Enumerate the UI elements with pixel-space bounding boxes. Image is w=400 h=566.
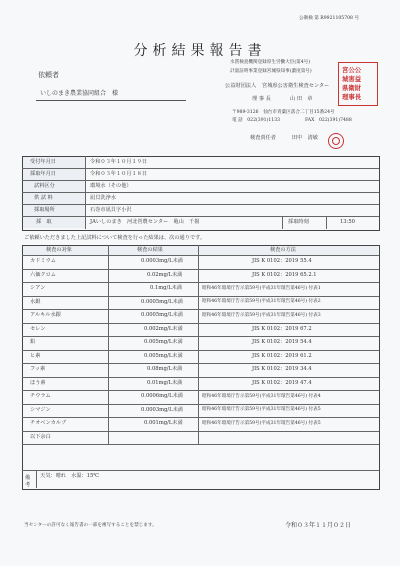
registration-2: 計量証明事業登録宮城県知事(濃度第号) — [230, 69, 312, 74]
result-item: 以下余白 — [30, 433, 51, 440]
inspector-label: 検査責任者 — [250, 135, 276, 141]
sampling-time-value: 13:50 — [340, 219, 355, 225]
result-method: JIS K 0102：2019 34.4 — [252, 366, 312, 372]
result-value: 0.01mg/L未満 — [147, 379, 183, 386]
org-name: 宮城県公害衛生検査センター — [262, 83, 330, 89]
result-method: JIS K 0102：2019 67.2 — [252, 325, 312, 332]
footer-note: 当センターの許可なく報告書の一部を複写することを禁じます。 — [24, 523, 157, 528]
inspector-name: 田中 清敏 — [292, 135, 318, 141]
official-seal-stamp: 宮公公 城害益 県衛財 理事長 — [338, 62, 378, 106]
result-item: ほう素 — [30, 379, 46, 386]
result-value: 0.0005mg/L未満 — [141, 312, 183, 318]
results-header-method: 検査の方法 — [270, 247, 296, 253]
recipient-label: 依頼者 — [38, 71, 59, 79]
document-title: 分析結果報告書 — [133, 43, 267, 59]
result-item: ヒ素 — [30, 352, 41, 359]
result-item: フッ素 — [30, 366, 46, 372]
sampling-time-label: 採取時刻 — [288, 219, 309, 225]
result-method: 昭和46年環境庁告示第59号(平成31年環告第46号) 付表4 — [202, 393, 321, 399]
sample-label: 受付年月日 — [30, 159, 56, 165]
issuer-fax: FAX 022(391)7488 — [305, 118, 352, 123]
issuer-address: 〒989-3126 仙台市青葉区落合二丁目15番24号 — [232, 110, 335, 115]
result-item: セレン — [30, 325, 46, 332]
recipient-underline — [36, 100, 186, 101]
registration-1: 水質検査機関登録厚生労働大臣(第4号) — [230, 60, 311, 65]
result-value: 0.0005mg/L未満 — [141, 298, 183, 305]
result-value: 0.0003mg/L未満 — [141, 258, 183, 264]
result-item: カドミウム — [30, 258, 56, 264]
sample-value: 令和０３年１０月１８日 — [90, 171, 148, 177]
sample-label: 供 試 料 — [34, 195, 53, 201]
result-method: JIS K 0102：2019 55.4 — [252, 258, 312, 264]
org-type: 公益財団法人 — [225, 83, 257, 89]
result-value: 0.001mg/L未満 — [144, 420, 183, 426]
result-method: JIS K 0102：2019 47.4 — [252, 379, 312, 386]
document-number: 公衛検 第 R9921105708 号 — [299, 16, 360, 21]
sample-label: 採取年月日 — [30, 171, 56, 177]
sample-label: 採 取 — [36, 219, 52, 225]
intro-text: ご依頼いただきました上記試料について検査を行った結果は、次の通りです。 — [24, 235, 206, 241]
result-value: 0.005mg/L未満 — [144, 339, 183, 345]
result-value: 0.08mg/L未満 — [147, 366, 183, 372]
result-method: JIS K 0102：2019 61.2 — [252, 352, 312, 359]
sample-value: 環境水（その他） — [90, 183, 132, 189]
result-value: 0.005mg/L未満 — [144, 352, 183, 359]
result-method: 昭和46年環境庁告示第59号(平成31年環告第46号) 付表1 — [202, 285, 321, 291]
recipient-name: いしのまき農業協同組合 様 — [40, 90, 119, 97]
sample-value: 令和０３年１０月１９日 — [90, 159, 148, 165]
chief-title: 理 事 長 — [252, 96, 271, 102]
result-method: 昭和46年環境庁告示第59号(平成31年環告第46号) 付表5 — [202, 420, 321, 426]
result-method: 昭和46年環境庁告示第59号(平成31年環告第46号) 付表2 — [202, 299, 321, 304]
result-item: 鉛 — [30, 339, 36, 345]
result-method: 昭和46年環境庁告示第59号(平成31年環告第46号) 付表5 — [202, 407, 321, 412]
issuer-tel: 電 話 022(391)1133 — [232, 118, 281, 123]
remarks-text: 天気：晴れ 水温：15℃ — [40, 473, 100, 479]
remarks-label: 備考 — [25, 475, 31, 488]
issue-date: 令和０３年１１月０２日 — [285, 522, 352, 529]
result-value: 0.02mg/L未満 — [147, 271, 183, 278]
result-value: 0.1mg/L未満 — [150, 285, 183, 291]
sample-label: 試料区分 — [34, 183, 55, 189]
result-item: チオベンカルブ — [30, 420, 67, 426]
result-value: 0.002mg/L未満 — [144, 325, 183, 332]
results-header-row — [23, 246, 378, 255]
results-header-result: 検査の結果 — [137, 247, 163, 253]
sample-label: 採取場所 — [34, 207, 55, 213]
inspector-seal-icon — [328, 133, 344, 149]
result-item: チウラム — [30, 393, 51, 399]
result-value: 0.0006mg/L未満 — [141, 393, 183, 399]
results-header-item: 検査の対象 — [46, 247, 72, 253]
result-method: JIS K 0102：2019 65.2.1 — [252, 271, 317, 278]
chief-name: 山 田 章 — [290, 96, 313, 102]
result-item: 六価クロム — [30, 271, 56, 278]
result-method: 昭和46年環境庁告示第59号(平成31年環告第46号) 付表3 — [202, 312, 321, 318]
sample-value: JAいしのまき 河北営農センター 亀山 千揚 — [90, 219, 200, 225]
result-item: 水銀 — [30, 298, 41, 305]
result-value: 0.0003mg/L未満 — [141, 406, 183, 413]
sample-value: 凪貝洗浄水 — [90, 195, 116, 201]
sample-value: 石巻市凪貝字小沢 — [90, 207, 132, 213]
result-item: シマジン — [30, 406, 51, 413]
result-item: シアン — [30, 285, 46, 291]
result-method: JIS K 0102：2019 54.4 — [252, 339, 312, 345]
result-item: アルキル水銀 — [30, 312, 61, 318]
